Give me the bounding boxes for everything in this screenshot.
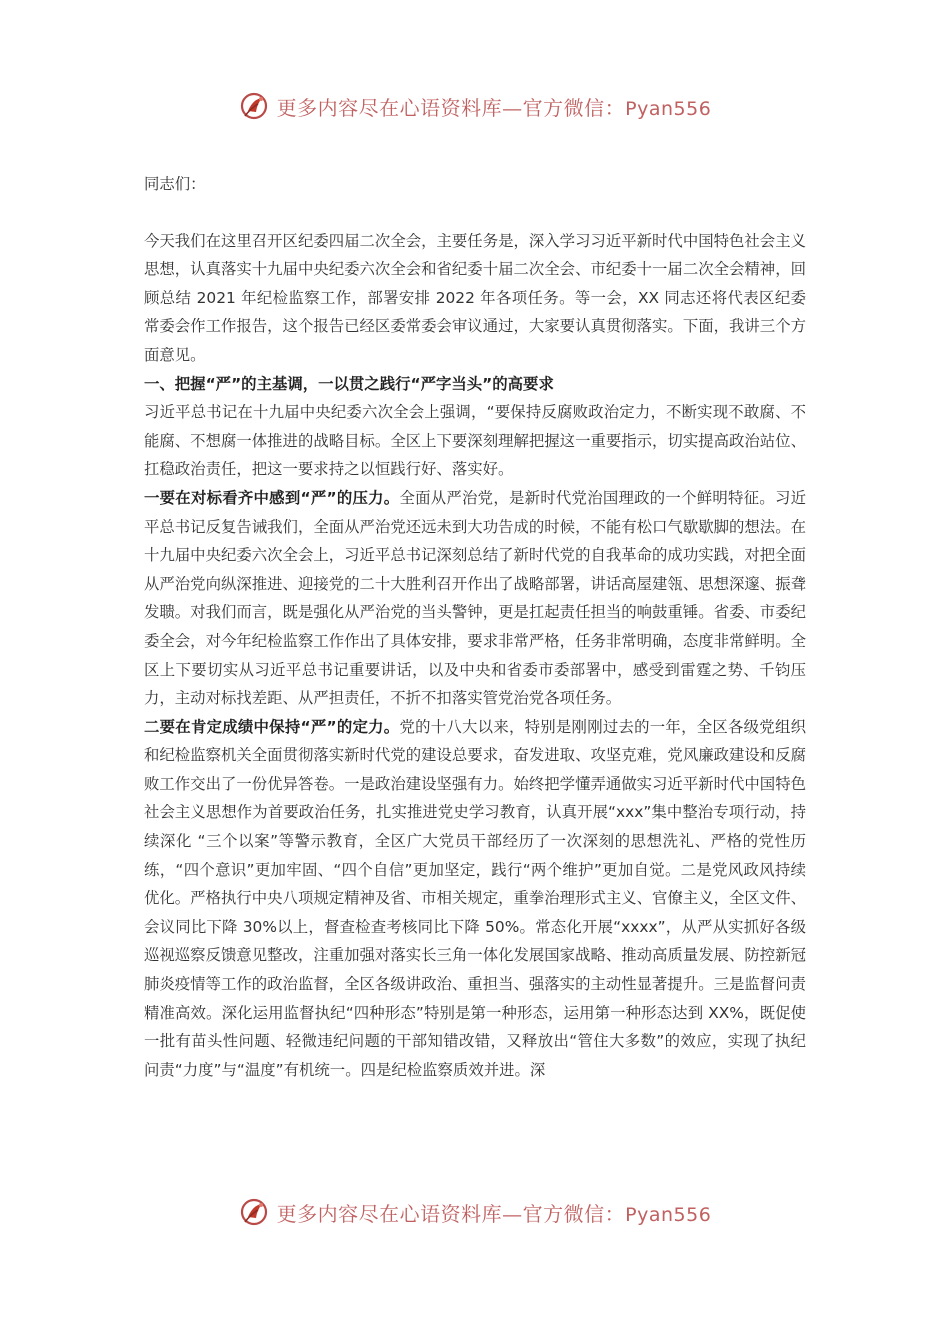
point-one-body: 全面从严治党，是新时代党治国理政的一个鲜明特征。习近平总书记反复告诫我们，全面从严治党还远未到大功告成的时候，不能有松口气歇歇脚的想法。在十九届中央纪委六次全会上，习近平总书记深刻总结了新时代党的自我革命的成功实践，对把全面从严治党向纵深推进、迎接党的二十大胜利召开作出了战略部署，讲话高屋建瓴、思想深邃、振聋发聩。对我们而言，既是强化从严治党的当头警钟，更是扛起责任担当的响鼓重锤。省委、市委纪委全会，对今年纪检监察工作作出了具体安排，要求非常严格，任务非常明确，态度非常鲜明。全区上下要切实从习近平总书记重要讲话，以及中央和省委市委部署中，感受到雷霆之势、千钧压力，主动对标找差距、从严担责任，不折不扣落实管党治党各项任务。 — [144, 488, 806, 708]
section-heading: 一、把握“严”的主基调，一以贯之践行“严字当头”的高要求 — [144, 374, 554, 393]
intro-paragraph: 今天我们在这里召开区纪委四届二次全会，主要任务是，深入学习习近平新时代中国特色社会主义思想，认真落实十九届中央纪委六次全会和省纪委十届二次全会、市纪委十一届二次全会精神，回顾总结 2021 年纪检监察工作，部署安排 2022 年各项任务。等一会，XX 同志还将代表区纪委常委会作工作报告，这个报告已经区委常委会审议通过，大家要认真贯彻落实。下面，我讲三个方面意见。 — [144, 231, 806, 364]
watermark-text: 更多内容尽在心语资料库—官方微信：Pyan556 — [276, 1201, 712, 1226]
brand-logo-icon — [239, 90, 271, 122]
brand-logo-icon — [239, 1196, 271, 1228]
watermark-banner-top — [0, 86, 950, 126]
point-two-body: 党的十八大以来，特别是刚刚过去的一年，全区各级党组织和纪检监察机关全面贯彻落实新时代党的建设总要求，奋发进取、攻坚克难，党风廉政建设和反腐败工作交出了一份优异答卷。一是政治建设坚强有力。始终把学懂弄通做实习近平新时代中国特色社会主义思想作为首要政治任务，扎实推进党史学习教育，认真开展“xxx”集中整治专项行动，持续深化 “三个以案”等警示教育，全区广大党员干部经历了一次深刻的思想洗礼、严格的党性历练，“四个意识”更加牢固、“四个自信”更加坚定，践行“两个维护”更加自觉。二是党风政风持续优化。严格执行中央八项规定精神及省、市相关规定，重拳治理形式主义、官僚主义，全区文件、会议同比下降 30%以上，督查检查考核同比下降 50%。常态化开展“xxxx”，从严从实抓好各级巡视巡察反馈意见整改，注重加强对落实长三角一体化发展国家战略、推动高质量发展、防控新冠肺炎疫情等工作的政治监督，全区各级讲政治、重担当、强落实的主动性显著提升。三是监督问责精准高效。深化运用监督执纪“四种形态”特别是第一种形态，运用第一种形态达到 XX%，既促使一批有苗头性问题、轻微违纪问题的干部知错改错，又释放出“管住大多数”的效应，实现了执纪问责“力度”与“温度”有机统一。四是纪检监察质效并进。深 — [144, 717, 806, 1079]
watermark-banner-bottom — [0, 1192, 950, 1232]
greeting: 同志们： — [144, 175, 206, 193]
section-paragraph: 习近平总书记在十九届中央纪委六次全会上强调，“要保持反腐败政治定力，不断实现不敢腐、不能腐、不想腐一体推进的战略目标。全区上下要深刻理解把握这一重要指示，切实提高政治站位、扛稳政治责任，把这一要求持之以恒践行好、落实好。 — [144, 403, 806, 479]
watermark-text: 更多内容尽在心语资料库—官方微信：Pyan556 — [276, 95, 712, 120]
point-one-lead: 一要在对标看齐中感到“严”的压力。 — [144, 488, 400, 507]
point-two-paragraph — [144, 713, 806, 1085]
point-one-paragraph — [144, 484, 806, 713]
document-body — [144, 170, 806, 1084]
point-two-lead: 二要在肯定成绩中保持“严”的定力。 — [144, 717, 400, 736]
